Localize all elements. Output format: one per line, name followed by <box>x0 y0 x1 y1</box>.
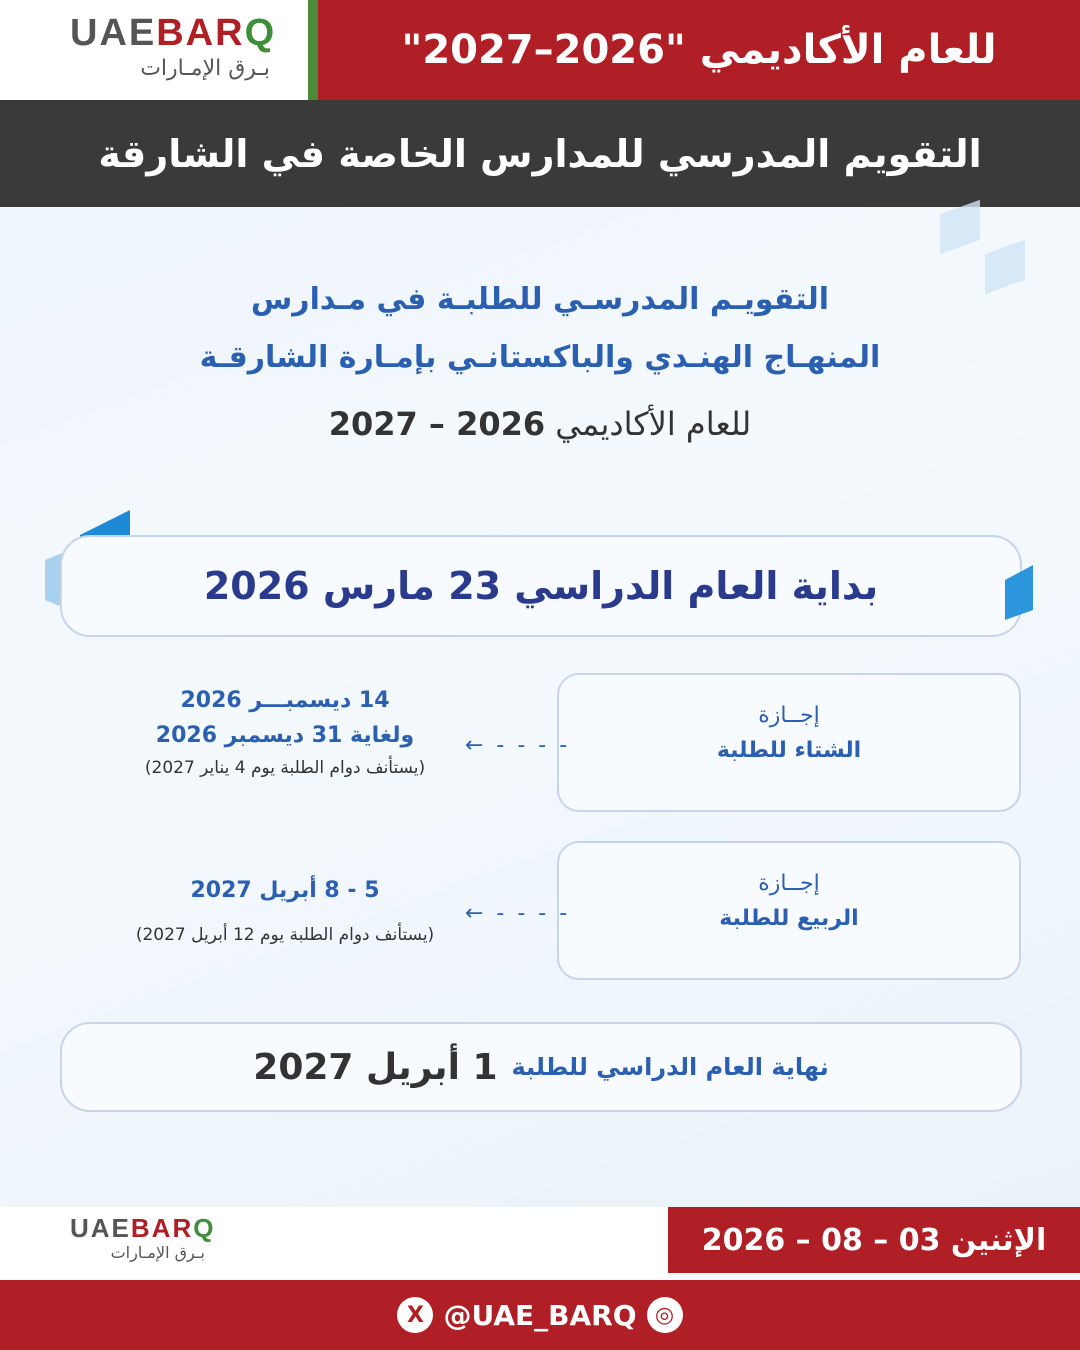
date-line: 14 ديسمبـــر 2026 <box>180 688 390 713</box>
spring-holiday-box <box>557 841 1021 980</box>
footer-logo <box>0 1207 265 1273</box>
brand-logo <box>0 0 308 100</box>
year-title: للعام الأكاديمي "2026–2027" <box>318 0 1080 100</box>
post-date: الإثنين 03 – 08 – 2026 <box>668 1207 1080 1273</box>
deco-shape <box>940 200 980 255</box>
main-title: التقويم المدرسي للمدارس الخاصة في الشارقة <box>0 100 1080 207</box>
date-line: 5 - 8 أبريل 2027 <box>190 878 380 903</box>
green-stripe <box>308 0 318 100</box>
content-title-line2: المنهـاج الهنـدي والباكستانـي بإمـارة الشارقـة <box>199 340 881 375</box>
start-banner: بداية العام الدراسي 23 مارس 2026 <box>60 535 1022 637</box>
holiday-label: إجــازة <box>758 703 820 728</box>
winter-holiday-box <box>557 673 1021 812</box>
end-date: 1 أبريل 2027 <box>253 1046 498 1088</box>
social-footer <box>0 1280 1080 1350</box>
spring-dates <box>100 878 470 945</box>
logo-ar: بـرق الإمـارات <box>110 1243 205 1262</box>
x-icon[interactable]: X <box>397 1297 433 1333</box>
end-banner <box>60 1022 1022 1112</box>
resume-note: (يستأنف دوام الطلبة يوم 4 يناير 2027) <box>144 758 426 778</box>
flag-icon <box>1005 565 1035 620</box>
arrow-icon: ← - - - - <box>465 901 571 926</box>
date-line: ولغاية 31 ديسمبر 2026 <box>155 723 415 748</box>
end-label: نهاية العام الدراسي للطلبة <box>511 1053 829 1081</box>
resume-note: (يستأنف دوام الطلبة يوم 12 أبريل 2027) <box>135 925 435 945</box>
holiday-name: الشتاء للطلبة <box>716 738 862 763</box>
deco-shape <box>985 240 1025 295</box>
content-title-line1: التقويـم المدرسـي للطلبـة في مـدارس <box>250 282 830 317</box>
academic-year: للعام الأكاديمي 2026 – 2027 <box>328 405 752 443</box>
arrow-icon: ← - - - - <box>465 733 571 758</box>
holiday-name: الربيع للطلبة <box>719 906 859 931</box>
instagram-icon[interactable]: ◎ <box>647 1297 683 1333</box>
logo-ar: بـرق الإمـارات <box>140 56 270 81</box>
logo-en: UAEBARQ <box>70 1213 216 1243</box>
social-handle[interactable]: @UAE_BARQ <box>443 1298 637 1332</box>
winter-dates <box>100 688 470 778</box>
holiday-label: إجــازة <box>758 871 820 896</box>
logo-en: UAEBARQ <box>70 12 277 54</box>
